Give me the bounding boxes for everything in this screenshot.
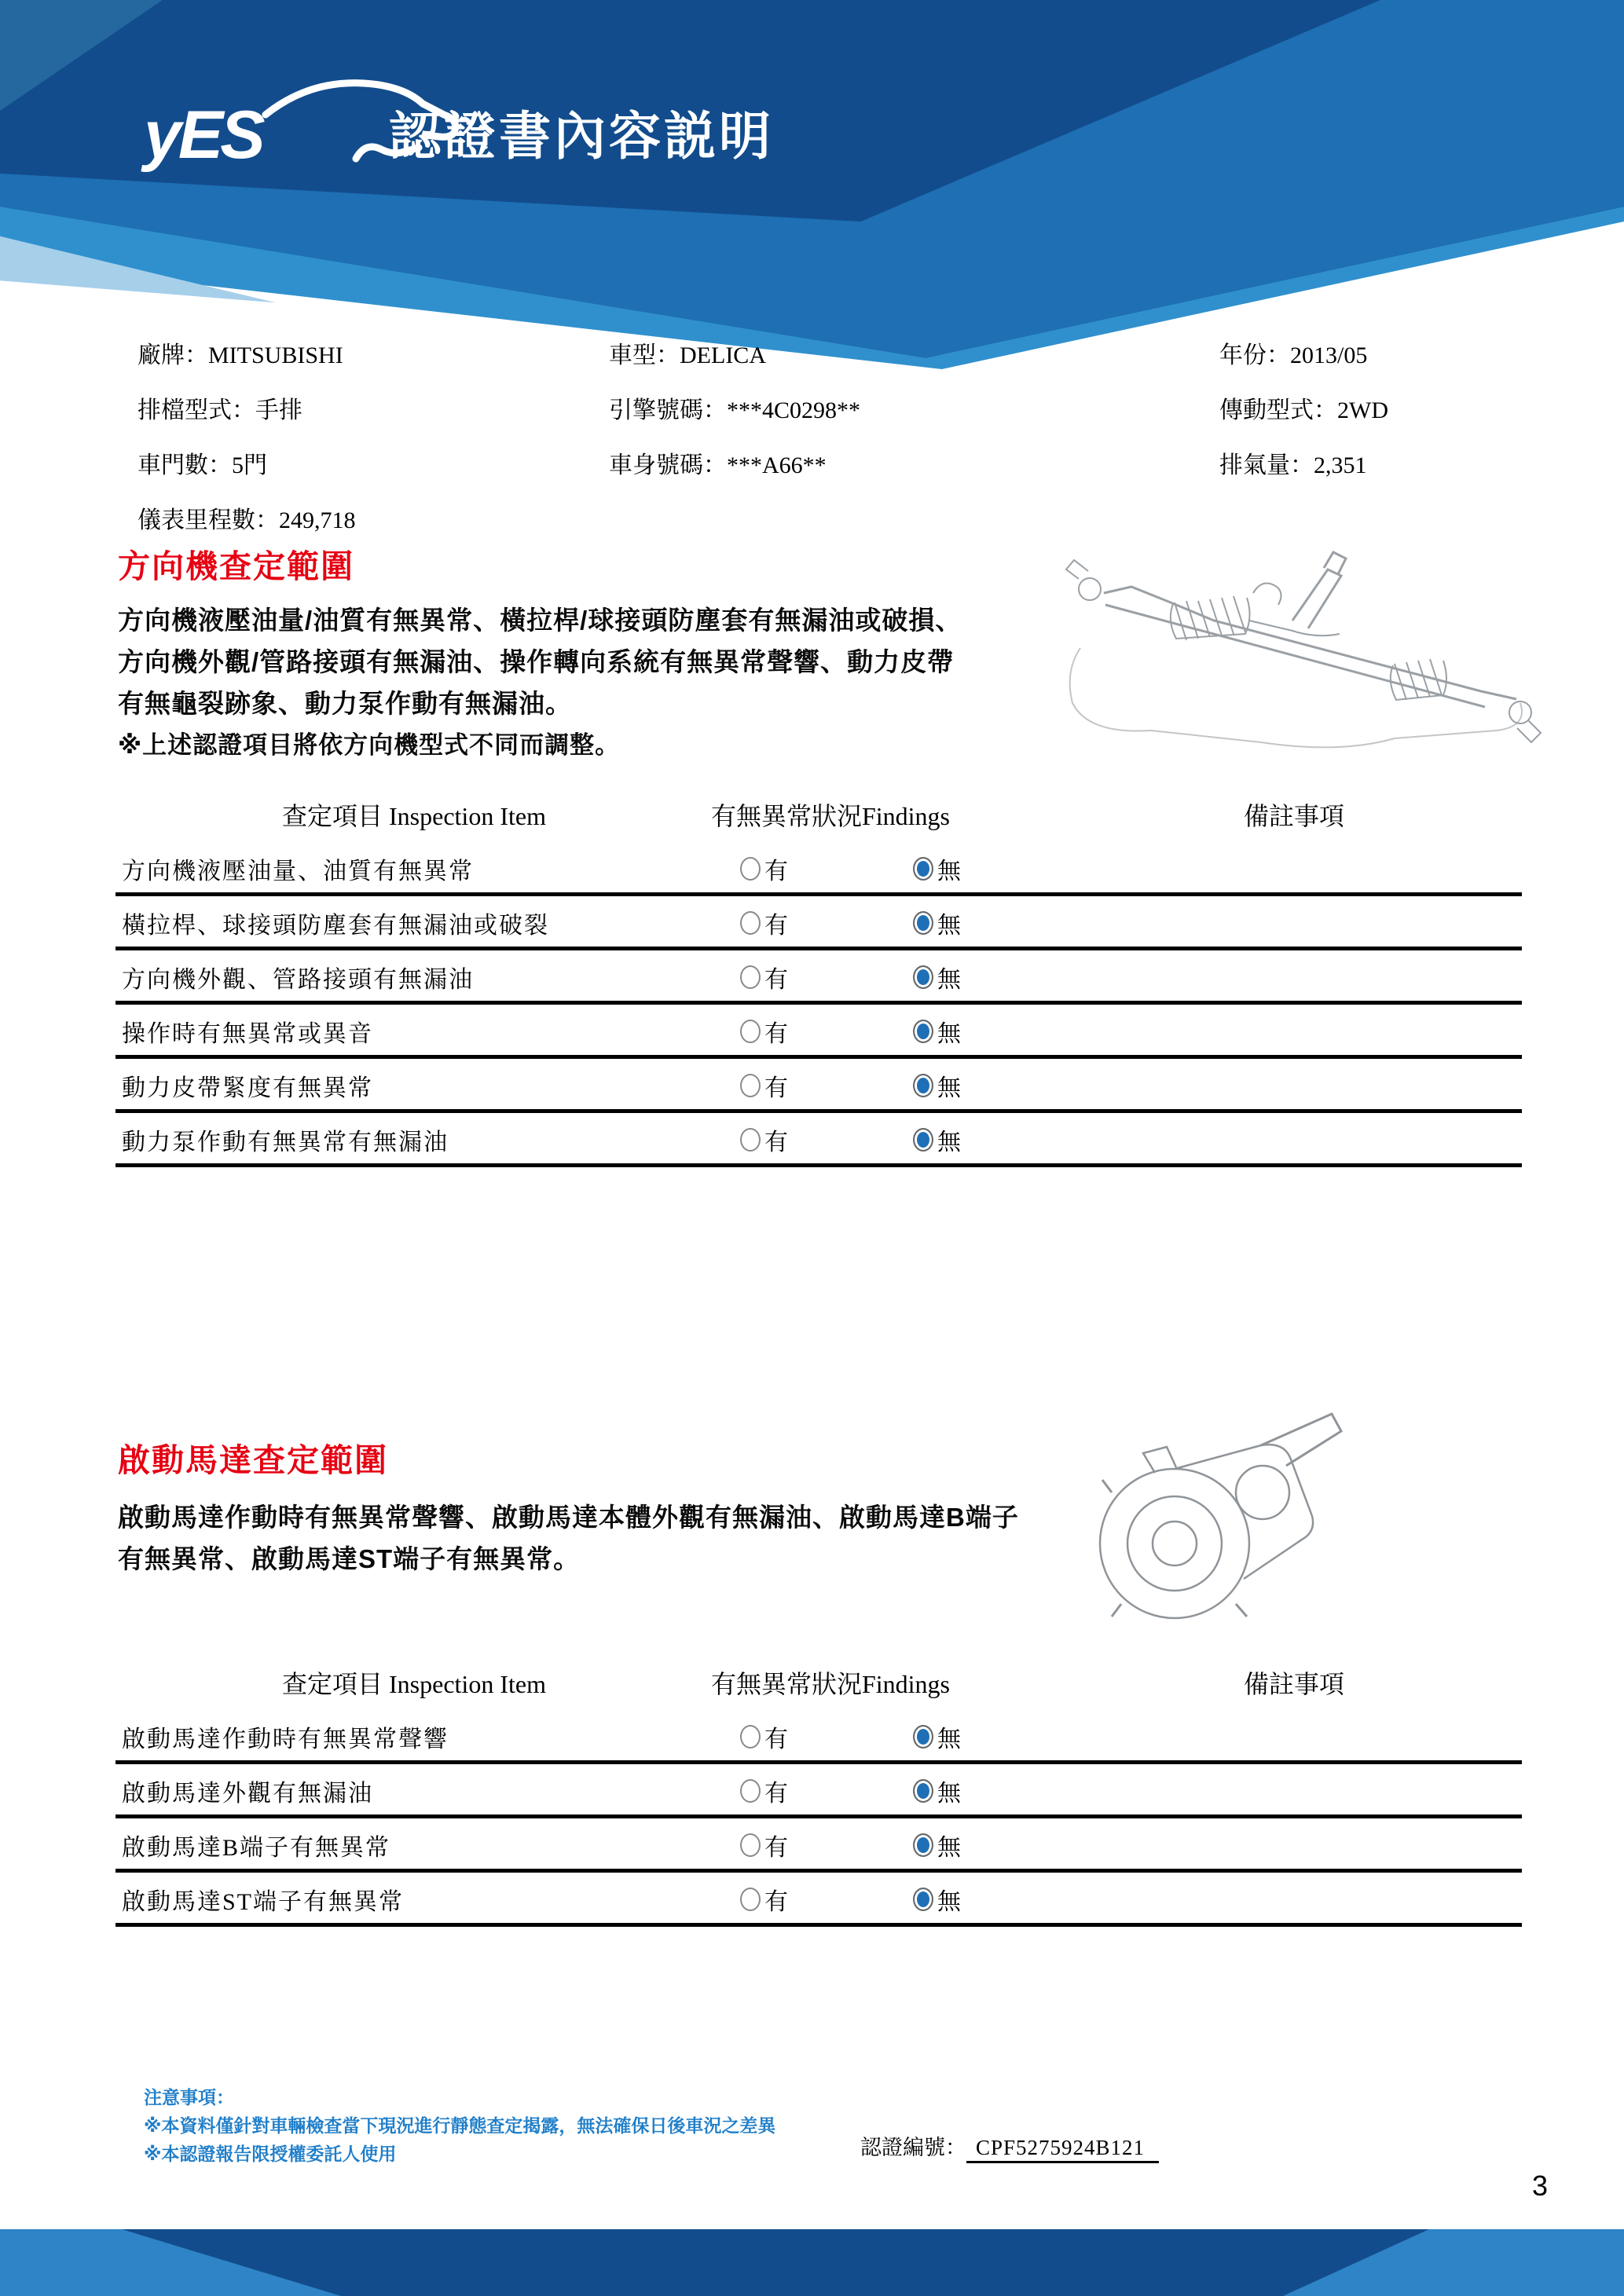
table-row	[115, 1764, 1522, 1818]
steering-desc-line-3: 有無龜裂跡象、動力泵作動有無漏油。	[118, 689, 572, 718]
col-header-inspection-item: 查定項目 Inspection Item	[282, 802, 546, 830]
vehicle-door-count: 車門數：5門	[137, 452, 267, 478]
radio-yes-label: 有	[764, 1781, 788, 1807]
radio-yes[interactable]	[740, 1128, 761, 1152]
radio-no-label: 無	[937, 967, 961, 993]
radio-no-selected[interactable]	[913, 1725, 933, 1749]
radio-no-label: 無	[937, 1727, 961, 1752]
radio-yes-label: 有	[764, 1130, 788, 1155]
radio-no-label: 無	[937, 1835, 961, 1861]
radio-no-label: 無	[937, 1075, 961, 1101]
table-row	[115, 1818, 1522, 1873]
table-row	[115, 950, 1522, 1005]
radio-yes[interactable]	[740, 1779, 761, 1803]
col-header-findings: 有無異常狀況Findings	[710, 1670, 951, 1698]
steering-inspection-table	[115, 785, 1522, 1167]
vehicle-mileage: 儀表里程數：249,718	[137, 507, 356, 533]
starter-desc-line-2: 有無異常、啟動馬達ST端子有無異常。	[118, 1544, 581, 1573]
vehicle-info-column-2	[609, 328, 860, 493]
starter-desc-line-1: 啟動馬達作動時有無異常聲響、啟動馬達本體外觀有無漏油、啟動馬達B端子	[118, 1503, 1019, 1532]
radio-yes[interactable]	[740, 1725, 761, 1749]
radio-yes-label: 有	[764, 967, 788, 993]
radio-yes-label: 有	[764, 1727, 788, 1752]
steering-desc-line-1: 方向機液壓油量/油質有無異常、橫拉桿/球接頭防塵套有無漏油或破損、	[118, 606, 962, 635]
vehicle-body-number: 車身號碼：***A66**	[609, 452, 827, 478]
radio-yes-label: 有	[764, 913, 788, 939]
vehicle-engine-number: 引擎號碼：***4C0298**	[609, 397, 861, 423]
radio-no-label: 無	[937, 1130, 961, 1155]
radio-yes[interactable]	[740, 857, 761, 881]
row-item-label: 啟動馬達B端子有無異常	[122, 1835, 391, 1861]
radio-no-label: 無	[937, 1021, 961, 1047]
vehicle-brand: 廠牌：MITSUBISHI	[137, 342, 343, 368]
notice-line-2: ※本認證報告限授權委託人使用	[144, 2144, 397, 2164]
steering-rack-illustration	[1057, 546, 1544, 762]
notice-title: 注意事項：	[144, 2087, 234, 2107]
table-row	[115, 842, 1522, 896]
page-header	[0, 0, 1624, 369]
vehicle-year: 年份：2013/05	[1219, 342, 1368, 368]
starter-table-header	[115, 1653, 1522, 1710]
col-header-remarks: 備註事項	[1243, 1670, 1344, 1698]
table-row	[115, 1059, 1522, 1113]
radio-yes-label: 有	[764, 1021, 788, 1047]
page-number: 3	[1532, 2170, 1549, 2202]
radio-no-selected[interactable]	[913, 1833, 933, 1857]
radio-no-selected[interactable]	[913, 1888, 933, 1911]
radio-no-selected[interactable]	[913, 1128, 933, 1152]
radio-yes-label: 有	[764, 859, 788, 884]
radio-yes[interactable]	[740, 1020, 761, 1043]
section-steering-title: 方向機查定範圍	[118, 548, 354, 584]
steering-desc-line-2: 方向機外觀/管路接頭有無漏油、操作轉向系統有無異常聲響、動力皮帶	[118, 647, 955, 676]
radio-no-label: 無	[937, 1781, 961, 1807]
starter-motor-illustration	[1080, 1398, 1347, 1634]
radio-no-selected[interactable]	[913, 1779, 933, 1803]
steering-table-header	[115, 785, 1522, 842]
radio-yes-label: 有	[764, 1835, 788, 1861]
radio-yes[interactable]	[740, 965, 761, 989]
yes-logo-text: yES	[144, 97, 262, 173]
table-row	[115, 1873, 1522, 1927]
vehicle-transmission-type: 排檔型式：手排	[137, 397, 302, 423]
radio-yes[interactable]	[740, 911, 761, 935]
vehicle-displacement: 排氣量：2,351	[1219, 452, 1367, 478]
row-item-label: 動力皮帶緊度有無異常	[122, 1075, 373, 1101]
footer-band	[0, 2229, 1624, 2296]
radio-no-selected[interactable]	[913, 965, 933, 989]
row-item-label: 啟動馬達作動時有無異常聲響	[122, 1727, 449, 1752]
certification-number-label: 認證編號：	[860, 2136, 966, 2159]
certification-number	[860, 2130, 1159, 2161]
radio-no-selected[interactable]	[913, 1020, 933, 1043]
vehicle-info-column-1	[137, 328, 356, 548]
row-item-label: 操作時有無異常或異音	[122, 1021, 373, 1047]
radio-no-label: 無	[937, 859, 961, 884]
notice-line-1: ※本資料僅針對車輛檢查當下現況進行靜態查定揭露，無法確保日後車況之差異	[144, 2115, 776, 2136]
footer-notice	[144, 2083, 775, 2168]
vehicle-info-column-3	[1219, 328, 1388, 493]
radio-no-label: 無	[937, 913, 961, 939]
vehicle-model: 車型：DELICA	[609, 342, 766, 368]
starter-inspection-table	[115, 1653, 1522, 1927]
row-item-label: 動力泵作動有無異常有無漏油	[122, 1130, 449, 1155]
table-row	[115, 1113, 1522, 1167]
col-header-inspection-item: 查定項目 Inspection Item	[282, 1670, 546, 1698]
steering-note: ※上述認證項目將依方向機型式不同而調整。	[118, 731, 621, 759]
radio-yes[interactable]	[740, 1074, 761, 1097]
radio-no-label: 無	[937, 1889, 961, 1915]
table-row	[115, 1005, 1522, 1059]
col-header-findings: 有無異常狀況Findings	[710, 802, 951, 830]
row-item-label: 啟動馬達外觀有無漏油	[122, 1781, 373, 1807]
table-row	[115, 896, 1522, 950]
radio-no-selected[interactable]	[913, 911, 933, 935]
page-title: 認證書內容説明	[389, 107, 774, 165]
row-item-label: 啟動馬達ST端子有無異常	[122, 1889, 405, 1915]
radio-yes-label: 有	[764, 1075, 788, 1101]
row-item-label: 橫拉桿、球接頭防塵套有無漏油或破裂	[122, 913, 549, 939]
vehicle-drive-type: 傳動型式：2WD	[1219, 397, 1388, 423]
table-row	[115, 1710, 1522, 1764]
section-steering-description	[118, 599, 962, 766]
row-item-label: 方向機外觀、管路接頭有無漏油	[122, 967, 474, 993]
col-header-remarks: 備註事項	[1243, 802, 1344, 830]
radio-yes[interactable]	[740, 1888, 761, 1911]
certification-number-value: CPF5275924B121	[966, 2136, 1159, 2163]
section-starter-description	[118, 1496, 1019, 1580]
radio-yes-label: 有	[764, 1889, 788, 1915]
radio-no-selected[interactable]	[913, 1074, 933, 1097]
radio-yes[interactable]	[740, 1833, 761, 1857]
radio-no-selected[interactable]	[913, 857, 933, 881]
row-item-label: 方向機液壓油量、油質有無異常	[122, 859, 474, 884]
section-starter-title: 啟動馬達查定範圍	[118, 1442, 388, 1478]
